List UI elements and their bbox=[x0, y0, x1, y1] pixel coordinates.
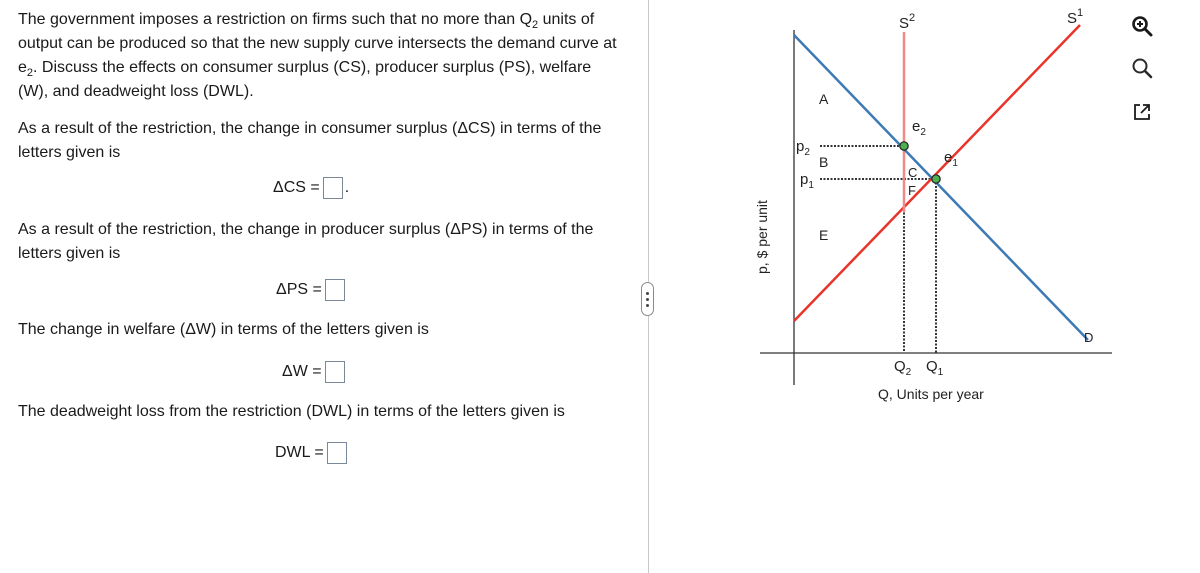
equilibrium-point-e1 bbox=[932, 175, 940, 183]
e2-label: $e_2$ bbox=[912, 118, 926, 138]
p1-label: $p_1$ bbox=[800, 171, 814, 191]
dwl-label: DWL = bbox=[275, 444, 324, 461]
q1-label: $Q_1$ bbox=[926, 358, 944, 378]
dwl-answer-input[interactable] bbox=[327, 442, 347, 464]
ps-answer-input[interactable] bbox=[325, 279, 345, 301]
w-prompt: The change in welfare (ΔW) in terms of the letters given is bbox=[18, 321, 429, 338]
ps-prompt: As a result of the restriction, the change in producer surplus (ΔPS) in terms of the letters given is bbox=[18, 221, 594, 262]
cs-answer-input[interactable] bbox=[323, 177, 343, 199]
supply-curve-s1 bbox=[794, 25, 1080, 321]
area-b-label: B bbox=[819, 154, 829, 170]
w-answer-input[interactable] bbox=[325, 361, 345, 383]
q2-label: $Q_2$ bbox=[894, 358, 912, 378]
p2-label: $p_2$ bbox=[796, 138, 810, 158]
zoom-out-button[interactable] bbox=[1127, 54, 1157, 82]
cs-answer-row bbox=[273, 176, 349, 200]
open-in-window-button[interactable] bbox=[1127, 98, 1157, 126]
e1-label: $e_1$ bbox=[944, 149, 958, 169]
cs-label: ΔCS = bbox=[273, 179, 320, 196]
ps-label: ΔPS = bbox=[276, 281, 322, 298]
x-axis-label: Q, Units per year bbox=[878, 386, 984, 402]
area-c-label: C bbox=[908, 165, 918, 180]
zoom-in-icon bbox=[1131, 15, 1153, 37]
pane-splitter-handle[interactable] bbox=[641, 282, 654, 316]
ps-answer-row bbox=[276, 278, 345, 302]
equilibrium-point-e2 bbox=[900, 142, 908, 150]
w-answer-row bbox=[282, 360, 345, 384]
external-window-icon bbox=[1132, 102, 1152, 122]
dwl-answer-row bbox=[275, 441, 347, 465]
supply2-label: $S^2$ bbox=[899, 12, 916, 32]
dwl-prompt: The deadweight loss from the restriction (DWL) in terms of the letters given is bbox=[18, 403, 565, 420]
area-f-label: F bbox=[908, 183, 916, 198]
cs-prompt: As a result of the restriction, the change in consumer surplus (ΔCS) in terms of the letters given is bbox=[18, 120, 602, 161]
supply1-label: $S^1$ bbox=[1067, 7, 1084, 27]
cs-suffix: . bbox=[344, 179, 350, 196]
demand-label: D bbox=[1084, 330, 1094, 345]
area-e-label: E bbox=[819, 227, 829, 243]
question-intro: The government imposes a restriction on firms such that no more than $Q_2$ units of output can be produced so that the new supply curve intersects the demand curve at $e_2$. Discuss the effects on consumer surplus (CS), producer surplus (PS), welfare (W), and deadweight loss (DWL). bbox=[18, 11, 617, 100]
area-a-label: A bbox=[819, 91, 829, 107]
y-axis-label: p, $ per unit bbox=[754, 200, 770, 274]
zoom-out-icon bbox=[1131, 57, 1153, 79]
zoom-in-button[interactable] bbox=[1127, 12, 1157, 40]
supply-demand-graph bbox=[660, 0, 1120, 420]
w-label: ΔW = bbox=[282, 363, 322, 380]
demand-curve bbox=[794, 35, 1088, 340]
